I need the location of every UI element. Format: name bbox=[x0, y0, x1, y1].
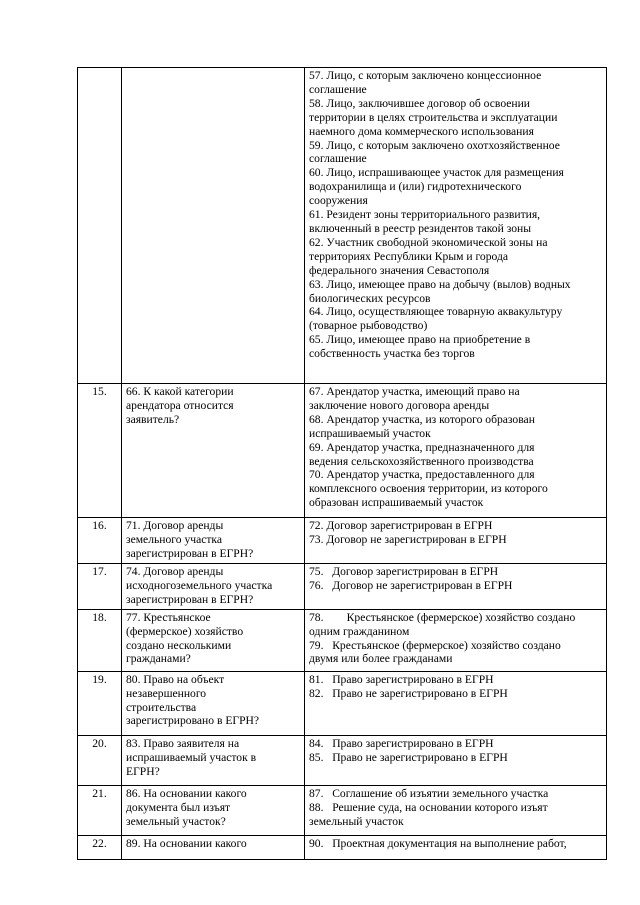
answer-line: 81. Право зарегистрировано в ЕГРН bbox=[309, 672, 494, 686]
question-line: 74. Договор аренды bbox=[126, 564, 224, 578]
table-row bbox=[78, 518, 607, 564]
question-cell bbox=[122, 518, 305, 564]
answer-line: земельный участок bbox=[309, 814, 404, 828]
answers-cell bbox=[305, 563, 607, 609]
answer-line: соглашение bbox=[309, 82, 367, 96]
row-number: 21. bbox=[78, 785, 122, 835]
table-row bbox=[78, 835, 607, 859]
answer-line: 90. Проектная документация на выполнение работ, bbox=[309, 836, 567, 850]
answer-line: включенный в реестр резидентов такой зоны bbox=[309, 221, 531, 235]
answer-line: 73. Договор не зарегистрирован в ЕГРН bbox=[309, 532, 507, 546]
answer-line: 60. Лицо, испрашивающее участок для размещения bbox=[309, 166, 564, 180]
answer-line: 59. Лицо, с которым заключено охотхозяйственное bbox=[309, 138, 560, 152]
answer-line: сооружения bbox=[309, 194, 368, 208]
question-line: исходногоземельного участка bbox=[126, 578, 273, 592]
question-cell bbox=[122, 835, 305, 859]
answers-cell bbox=[305, 785, 607, 835]
answers-cell bbox=[305, 835, 607, 859]
answer-line: 88. Решение суда, на основании которого изъят bbox=[309, 800, 548, 814]
table-row bbox=[78, 68, 607, 384]
answer-line: 87. Соглашение об изъятии земельного участка bbox=[309, 786, 549, 800]
answer-line: территории в целях строительства и эксплуатации bbox=[309, 110, 558, 124]
answer-line: (товарное рыбоводство) bbox=[309, 319, 428, 333]
question-line: строительства bbox=[126, 700, 197, 714]
answer-line: территориях Республики Крым и города bbox=[309, 249, 509, 263]
row-number: 22. bbox=[78, 835, 122, 859]
answer-line: заключение нового договора аренды bbox=[309, 398, 490, 412]
answer-line: 64. Лицо, осуществляющее товарную аквакультуру bbox=[309, 305, 563, 319]
answer-line: биологических ресурсов bbox=[309, 291, 431, 305]
answers-cell bbox=[305, 671, 607, 735]
question-line: создано несколькими bbox=[126, 638, 232, 652]
table-body bbox=[78, 68, 607, 860]
answer-line: 57. Лицо, с которым заключено концессионное bbox=[309, 69, 542, 82]
answer-line: 62. Участник свободной экономической зоны на bbox=[309, 235, 548, 249]
question-line: зарегистрирован в ЕГРН? bbox=[126, 546, 254, 560]
row-number: 19. bbox=[78, 671, 122, 735]
answer-line: 68. Арендатор участка, из которого образован bbox=[309, 412, 535, 426]
question-line: 86. На основании какого bbox=[126, 786, 247, 800]
question-line: (фермерское) хозяйство bbox=[126, 624, 244, 638]
answer-line: 67. Арендатор участка, имеющий право на bbox=[309, 385, 520, 398]
answer-line: 78. Крестьянское (фермерское) хозяйство создано bbox=[309, 610, 576, 624]
answer-line: испрашиваемый участок bbox=[309, 426, 431, 440]
question-line: зарегистрировано в ЕГРН? bbox=[126, 714, 260, 728]
answer-line: 85. Право не зарегистрировано в ЕГРН bbox=[309, 750, 508, 764]
answers-cell bbox=[305, 518, 607, 564]
answer-line: наемного дома коммерческого использования bbox=[309, 124, 534, 138]
question-line: земельный участок? bbox=[126, 814, 226, 828]
answer-line: водохранилища и (или) гидротехнического bbox=[309, 180, 522, 194]
row-number bbox=[78, 68, 122, 384]
question-cell bbox=[122, 68, 305, 384]
answer-line: комплексного освоения территории, из которого bbox=[309, 482, 548, 496]
question-line: незавершенного bbox=[126, 686, 207, 700]
table-row bbox=[78, 785, 607, 835]
answer-line: 70. Арендатор участка, предоставленного для bbox=[309, 468, 535, 482]
answer-line: соглашение bbox=[309, 152, 367, 166]
answer-line: 65. Лицо, имеющее право на приобретение в bbox=[309, 333, 531, 347]
row-number: 15. bbox=[78, 384, 122, 518]
answer-line: 72. Договор зарегистрирован в ЕГРН bbox=[309, 519, 493, 532]
question-line: земельного участка bbox=[126, 532, 223, 546]
question-line: документа был изъят bbox=[126, 800, 231, 814]
table-row bbox=[78, 563, 607, 609]
question-line: арендатора относится bbox=[126, 398, 234, 412]
answer-line: 79. Крестьянское (фермерское) хозяйство создано bbox=[309, 638, 561, 652]
answer-line: одним гражданином bbox=[309, 624, 410, 638]
question-line: заявитель? bbox=[126, 412, 180, 426]
question-line: испрашиваемый участок в bbox=[126, 750, 257, 764]
row-number: 18. bbox=[78, 609, 122, 671]
question-cell bbox=[122, 384, 305, 518]
criteria-table bbox=[77, 67, 607, 860]
answer-line: ведения сельскохозяйственного производства bbox=[309, 454, 534, 468]
question-line: 71. Договор аренды bbox=[126, 519, 224, 532]
question-line: зарегистрирован в ЕГРН? bbox=[126, 592, 254, 606]
question-line: 83. Право заявителя на bbox=[126, 736, 240, 750]
answer-line: образован испрашиваемый участок bbox=[309, 496, 484, 510]
table-row bbox=[78, 671, 607, 735]
table-row bbox=[78, 735, 607, 785]
question-cell bbox=[122, 563, 305, 609]
answers-cell bbox=[305, 735, 607, 785]
question-line: 66. К какой категории bbox=[126, 385, 234, 398]
question-line: 80. Право на объект bbox=[126, 672, 225, 686]
answer-line: 75. Договор зарегистрирован в ЕГРН bbox=[309, 564, 499, 578]
table-row bbox=[78, 609, 607, 671]
answer-line: 69. Арендатор участка, предназначенного для bbox=[309, 440, 535, 454]
answer-line: двумя или более гражданами bbox=[309, 652, 453, 666]
answers-cell bbox=[305, 384, 607, 518]
row-number: 17. bbox=[78, 563, 122, 609]
answer-line: 58. Лицо, заключившее договор об освоении bbox=[309, 96, 531, 110]
row-number: 20. bbox=[78, 735, 122, 785]
answer-line: 84. Право зарегистрировано в ЕГРН bbox=[309, 736, 494, 750]
question-line: ЕГРН? bbox=[126, 764, 160, 778]
question-cell bbox=[122, 671, 305, 735]
row-number: 16. bbox=[78, 518, 122, 564]
table-row bbox=[78, 384, 607, 518]
answer-line: 82. Право не зарегистрировано в ЕГРН bbox=[309, 686, 508, 700]
question-line: гражданами? bbox=[126, 652, 191, 666]
answer-line: собственность участка без торгов bbox=[309, 347, 475, 361]
answer-line: 76. Договор не зарегистрирован в ЕГРН bbox=[309, 578, 513, 592]
question-line: 89. На основании какого bbox=[126, 836, 247, 850]
question-cell bbox=[122, 735, 305, 785]
question-cell bbox=[122, 609, 305, 671]
question-cell bbox=[122, 785, 305, 835]
answer-line: 63. Лицо, имеющее право на добычу (вылов) водных bbox=[309, 277, 571, 291]
answer-line: федерального значения Севастополя bbox=[309, 263, 490, 277]
answer-line: 61. Резидент зоны территориального развития, bbox=[309, 208, 541, 222]
answers-cell bbox=[305, 68, 607, 384]
question-line: 77. Крестьянское bbox=[126, 610, 211, 624]
answers-cell bbox=[305, 609, 607, 671]
